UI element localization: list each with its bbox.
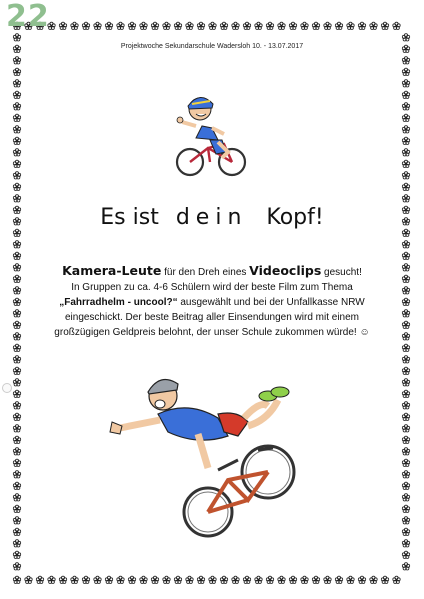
border-flower	[266, 576, 273, 583]
border-flower	[335, 576, 342, 583]
border-flower	[13, 379, 20, 386]
border-flower	[13, 68, 20, 75]
border-flower	[289, 22, 296, 29]
border-flower	[13, 160, 20, 167]
border-flower	[402, 310, 409, 317]
border-flower	[25, 576, 32, 583]
body-text	[40, 263, 384, 340]
border-flower	[312, 576, 319, 583]
helmet-cyclist-illustration	[166, 82, 252, 180]
border-flower	[358, 22, 365, 29]
border-flower	[13, 287, 20, 294]
border-flower	[128, 22, 135, 29]
border-flower	[174, 576, 181, 583]
border-flower	[324, 576, 331, 583]
border-flower	[13, 264, 20, 271]
border-flower	[13, 528, 20, 535]
border-flower	[393, 576, 400, 583]
border-flower	[402, 149, 409, 156]
border-flower	[71, 576, 78, 583]
border-flower	[402, 298, 409, 305]
headline-part-1: Es ist	[100, 205, 159, 230]
border-flower	[220, 576, 227, 583]
border-flower	[13, 114, 20, 121]
falling-cyclist-illustration	[98, 370, 328, 542]
border-flower	[324, 22, 331, 29]
border-flower	[402, 114, 409, 121]
border-flower	[59, 576, 66, 583]
border-flower	[255, 22, 262, 29]
border-flower	[36, 576, 43, 583]
border-flower	[13, 195, 20, 202]
border-flower	[393, 22, 400, 29]
border-flower	[402, 264, 409, 271]
border-flower	[347, 576, 354, 583]
border-flower	[402, 540, 409, 547]
border-flower	[402, 494, 409, 501]
body-line-3-end: ausgewählt und bei der Unfallkasse NRW	[177, 297, 365, 308]
border-flower	[48, 576, 55, 583]
border-flower	[402, 275, 409, 282]
border-flower	[278, 22, 285, 29]
border-flower	[402, 183, 409, 190]
body-line-2: In Gruppen zu ca. 4-6 Schülern wird der beste Film zum Thema	[71, 282, 353, 293]
border-flower	[402, 57, 409, 64]
body-text-end: gesucht!	[321, 267, 362, 278]
border-flower	[402, 390, 409, 397]
border-flower	[402, 402, 409, 409]
border-flower	[402, 287, 409, 294]
border-flower	[402, 103, 409, 110]
border-flower	[402, 517, 409, 524]
border-flower	[13, 103, 20, 110]
border-flower	[128, 576, 135, 583]
border-flower	[13, 80, 20, 87]
border-flower	[163, 22, 170, 29]
border-flower	[402, 528, 409, 535]
border-flower	[402, 137, 409, 144]
border-flower	[13, 436, 20, 443]
border-flower	[347, 22, 354, 29]
border-flower	[151, 576, 158, 583]
border-flower	[13, 172, 20, 179]
border-flower	[402, 91, 409, 98]
border-flower	[13, 517, 20, 524]
border-flower	[13, 333, 20, 340]
border-flower	[220, 22, 227, 29]
body-line-5: großzügigen Geldpreis belohnt, der unser Schule zukommen würde! ☺	[54, 327, 370, 338]
border-flower	[402, 252, 409, 259]
border-flower	[402, 482, 409, 489]
border-flower	[289, 576, 296, 583]
border-flower	[402, 551, 409, 558]
border-flower	[312, 22, 319, 29]
headline-part-2: dein	[175, 205, 248, 230]
border-flower	[59, 22, 66, 29]
border-flower	[402, 172, 409, 179]
border-flower	[402, 471, 409, 478]
border-flower	[105, 22, 112, 29]
border-flower	[186, 22, 193, 29]
border-flower	[381, 22, 388, 29]
border-flower	[370, 22, 377, 29]
border-flower	[13, 183, 20, 190]
border-flower	[13, 137, 20, 144]
border-flower	[402, 459, 409, 466]
border-flower	[13, 57, 20, 64]
border-flower	[402, 195, 409, 202]
border-flower	[174, 22, 181, 29]
border-flower	[266, 22, 273, 29]
body-bold-videoclips: Videoclips	[249, 263, 322, 278]
border-flower	[402, 68, 409, 75]
headline	[0, 203, 424, 233]
header-text: Projektwoche Sekundarschule Wadersloh 10. - 13.07.2017	[120, 43, 304, 50]
border-flower	[140, 22, 147, 29]
border-flower	[13, 344, 20, 351]
border-flower	[243, 576, 250, 583]
border-flower	[402, 379, 409, 386]
border-flower	[13, 241, 20, 248]
border-flower	[151, 22, 158, 29]
border-flower	[13, 321, 20, 328]
body-line-3	[40, 295, 384, 310]
headline-part-3: Kopf!	[266, 205, 324, 230]
border-flower	[402, 160, 409, 167]
border-flower	[402, 34, 409, 41]
border-flower	[186, 576, 193, 583]
border-flower	[13, 252, 20, 259]
border-flower	[301, 22, 308, 29]
border-flower	[13, 563, 20, 570]
border-flower	[402, 425, 409, 432]
border-flower	[13, 505, 20, 512]
body-line-4: eingeschickt. Der beste Beitrag aller Einsendungen wird mit einem	[64, 312, 360, 323]
border-flower	[71, 22, 78, 29]
border-flower	[13, 459, 20, 466]
border-flower	[209, 576, 216, 583]
border-flower	[232, 576, 239, 583]
border-flower	[13, 482, 20, 489]
body-bold-topic: „Fahrradhelm - uncool?“	[59, 297, 178, 308]
border-flower	[402, 321, 409, 328]
border-flower	[13, 91, 20, 98]
border-flower	[13, 540, 20, 547]
border-flower	[402, 505, 409, 512]
border-flower	[402, 436, 409, 443]
border-flower	[402, 367, 409, 374]
border-flower	[402, 413, 409, 420]
border-flower	[13, 275, 20, 282]
border-flower	[402, 448, 409, 455]
border-flower	[13, 34, 20, 41]
border-flower	[209, 22, 216, 29]
border-flower	[117, 576, 124, 583]
border-flower	[163, 576, 170, 583]
border-flower	[13, 149, 20, 156]
border-flower	[13, 425, 20, 432]
border-flower	[13, 402, 20, 409]
body-bold-camera: Kamera-Leute	[62, 263, 162, 278]
border-flower	[197, 22, 204, 29]
border-flower	[13, 494, 20, 501]
body-line-1	[40, 263, 384, 280]
border-flower	[335, 22, 342, 29]
border-flower	[82, 22, 89, 29]
border-flower	[13, 356, 20, 363]
border-flower	[402, 344, 409, 351]
border-flower	[402, 563, 409, 570]
border-flower	[94, 576, 101, 583]
border-flower	[13, 551, 20, 558]
border-flower	[13, 413, 20, 420]
border-flower	[232, 22, 239, 29]
border-flower	[255, 576, 262, 583]
border-flower	[197, 576, 204, 583]
border-flower	[402, 356, 409, 363]
border-flower	[13, 390, 20, 397]
border-flower	[105, 576, 112, 583]
border-flower	[13, 448, 20, 455]
border-flower	[13, 310, 20, 317]
border-flower	[243, 22, 250, 29]
border-flower	[402, 126, 409, 133]
border-flower	[117, 22, 124, 29]
border-flower	[278, 576, 285, 583]
border-flower	[13, 126, 20, 133]
border-flower	[358, 576, 365, 583]
border-flower	[13, 367, 20, 374]
border-flower	[301, 576, 308, 583]
border-flower	[402, 80, 409, 87]
border-flower	[94, 22, 101, 29]
body-text-mid: für den Dreh eines	[161, 267, 250, 278]
border-flower	[82, 576, 89, 583]
page-number: 22	[6, 0, 50, 34]
border-flower	[140, 576, 147, 583]
border-flower	[13, 576, 20, 583]
border-flower	[370, 576, 377, 583]
border-flower	[381, 576, 388, 583]
border-flower	[402, 241, 409, 248]
border-flower	[402, 333, 409, 340]
border-flower	[13, 298, 20, 305]
border-flower	[13, 471, 20, 478]
